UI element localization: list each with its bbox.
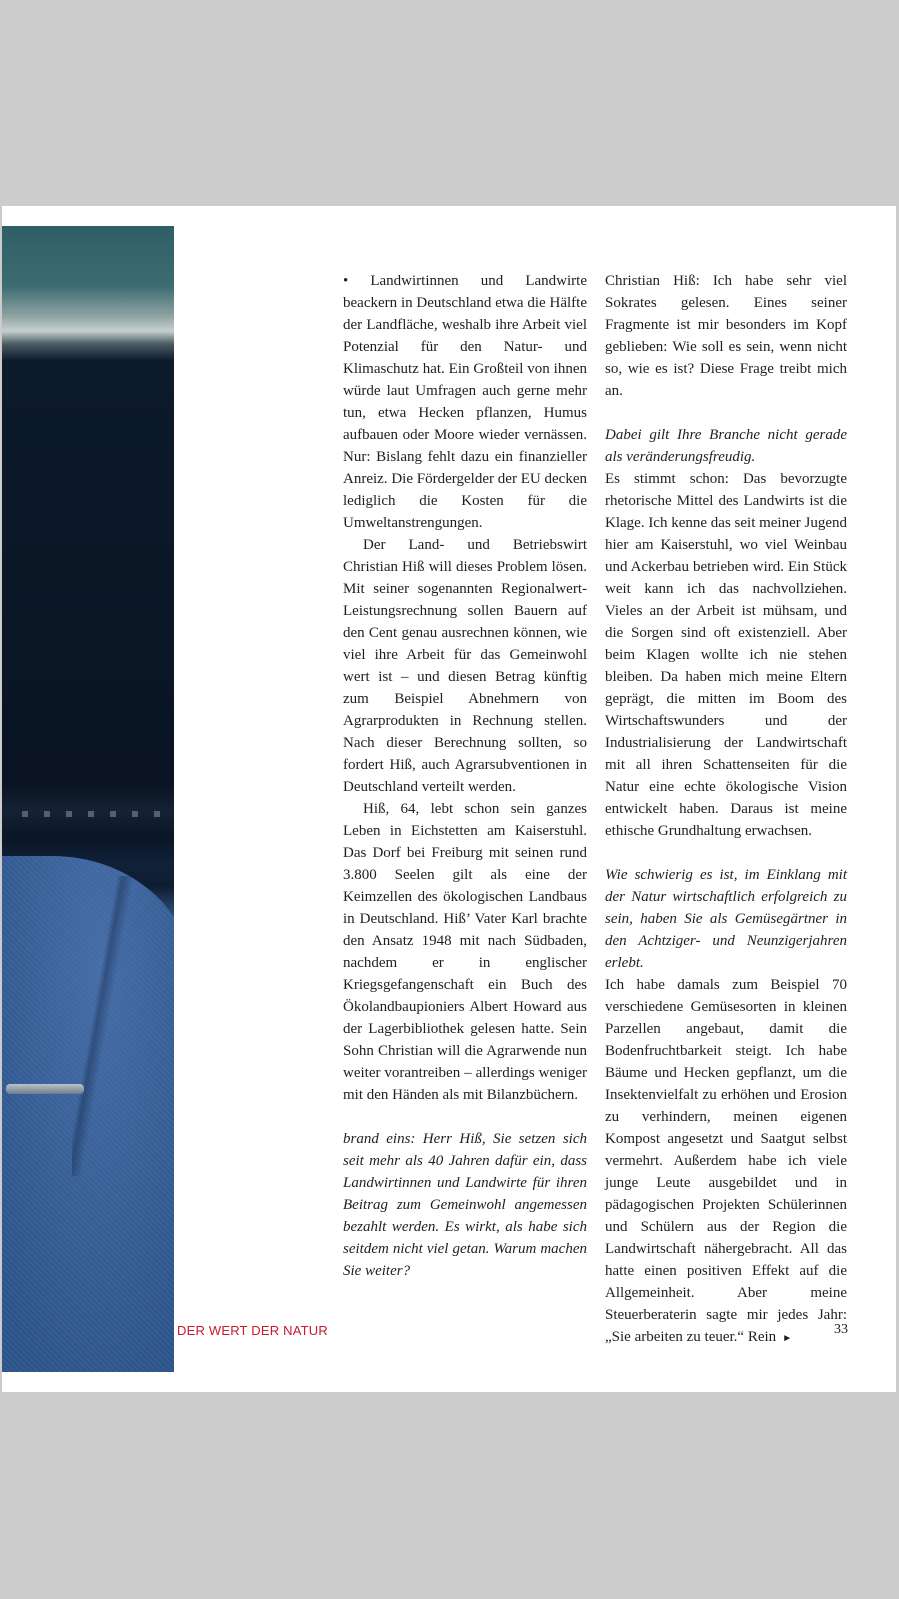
interview-question: brand eins: Herr Hiß, Sie setzen sich seit mehr als 40 Jahren dafür ein, dass Landwirtinnen und Landwirte für ihren Beitrag zum Gemeinwohl angemessen bezahlt werden. Es wirkt, als habe sich seitdem nicht viel getan. Warum machen Sie weiter? [343,1131,587,1279]
portrait-photo [2,226,174,1372]
body-paragraph: Der Land- und Betriebswirt Christian Hiß will dieses Problem lösen. Mit seiner sogenannten Regionalwert-Leistungsrechnung sollen Bauern auf den Cent genau ausrechnen können, wie viel ihre Arbeit für das Gemeinwohl wert ist – und diesen Betrag künftig zum Beispiel Abnehmern von Agrarprodukten in Rechnung stellen. Nach dieser Berechnung sollten, so fordert Hiß, auch Agrarsubventionen in Deutschland verteilt werden. [343,537,587,795]
interview-answer: Christian Hiß: Ich habe sehr viel Sokrates gelesen. Eines seiner Fragmente ist mir besonders im Kopf geblieben: Wie soll es sein, wenn nicht so, wie es ist? Diese Frage treibt mich an. [605,273,847,399]
body-paragraph: Hiß, 64, lebt schon sein ganzes Leben in Eichstetten am Kaiserstuhl. Das Dorf bei Freiburg mit seinen rund 3.800 Seelen gilt als eine der Keimzellen des ökologischen Landbaus in Deutschland. Hiß’ Vater Karl brachte den Ansatz 1948 mit nach Südbaden, nachdem er in englischer Kriegsgefangenschaft ein Buch des Ökolandbaupioniers Albert Howard aus der Lagerbibliothek gelesen hatte. Sein Sohn Christian will die Agrarwende nun weiter vorantreiben – allerdings weniger mit den Händen als mit Bilanzbüchern. [343,801,587,1103]
continue-arrow-icon: ► [782,1333,793,1344]
section-title: DER WERT DER NATUR [177,1323,328,1338]
jacket-lapel [72,876,132,1176]
interview-answer: Es stimmt schon: Das bevorzugte rhetorische Mittel des Landwirts ist die Klage. Ich kenne das seit meiner Jugend hier am Kaiserstuhl, wo viel Weinbau und Ackerbau betrieben wird. Ein Stück weit kann ich das nachvollziehen. Vieles an der Arbeit ist mühsam, und die Sorgen sind oft existenziell. Aber beim Klagen wollte ich nie stehen bleiben. Da haben mich meine Eltern geprägt, die mitten im Boom des Wirtschaftswunders und der Industrialisierung der Landwirtschaft mit all ihren Schattenseiten für die Natur eine echte ökologische Vision entwickelt haben. Daraus ist meine ethische Grundhaltung erwachsen. [605,471,847,839]
pocket-phone [6,1084,84,1094]
interview-question: Dabei gilt Ihre Branche nicht gerade als veränderungsfreudig. [605,427,847,465]
page-number: 33 [834,1322,848,1337]
answer-text: Ich habe damals zum Beispiel 70 verschiedene Gemüsesorten in kleinen Parzellen angebaut, damit die Bodenfruchtbarkeit steigt. Ich habe Bäume und Hecken gepflanzt, um die Insektenvielfalt zu erhöhen und Erosion zu verhindern, meinen eigenen Kompost angesetzt und Saatgut selbst vermehrt. Außerdem habe ich viele junge Leute ausgebildet und in pädagogischen Projekten Schülerinnen und Schülern aus der Region die Landwirtschaft nähergebracht. All das hatte einen positiven Effekt auf die Allgemeinheit. Aber meine Steuerberaterin sagte mir jedes Jahr: „Sie arbeiten zu teuer.“ Rein [605,977,847,1345]
background-lights [22,811,172,817]
interview-question: Wie schwierig es ist, im Einklang mit der Natur wirtschaftlich erfolgreich zu sein, haben Sie als Gemüsegärtner in den Achtziger- und Neunzigerjahren erlebt. [605,867,847,971]
article-column-left [343,270,587,1282]
article-column-right [605,270,847,1350]
interview-answer [605,974,847,1350]
intro-paragraph: • Landwirtinnen und Landwirte beackern in Deutschland etwa die Hälfte der Landfläche, weshalb ihre Arbeit viel Potenzial für den Natur- und Klimaschutz hat. Ein Großteil von ihnen würde laut Umfragen auch gerne mehr tun, etwa Hecken pflanzen, Humus aufbauen oder Moore wieder vernässen. Nur: Bislang fehlt dazu ein finanzieller Anreiz. Die Fördergelder der EU decken lediglich die Kosten für die Umweltanstrengungen. [343,273,587,531]
